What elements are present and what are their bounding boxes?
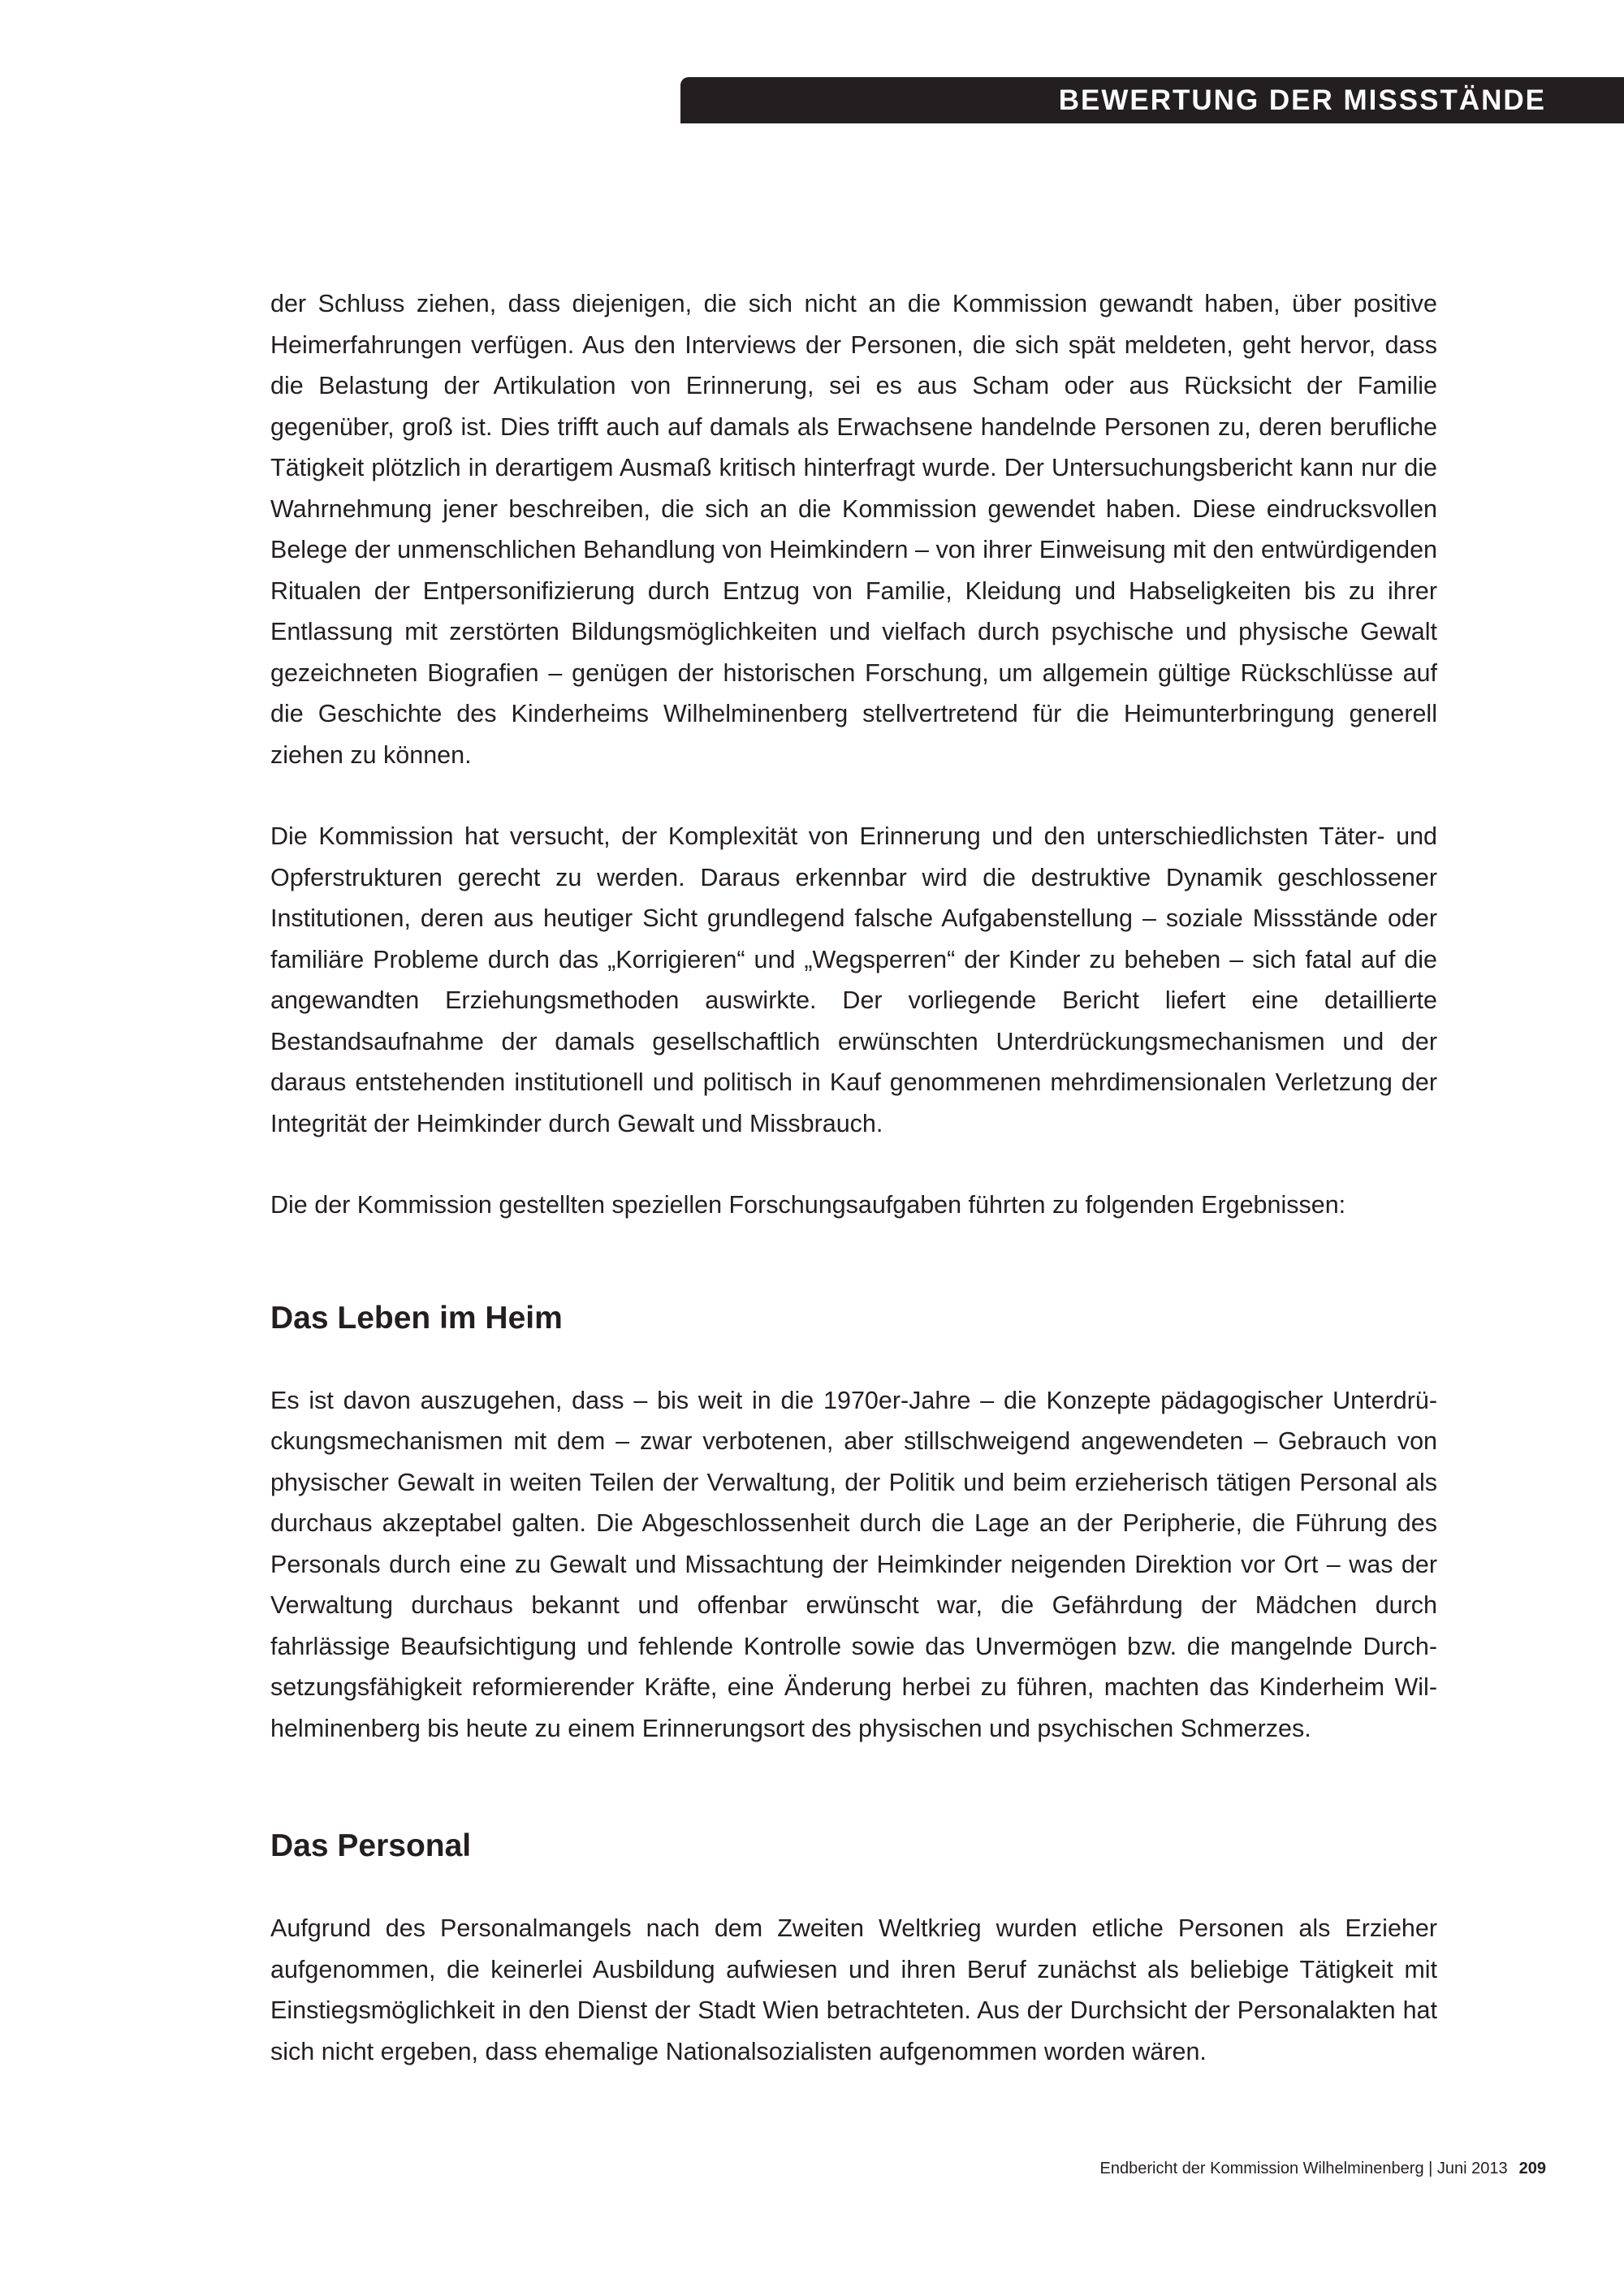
page-body <box>270 283 1437 2072</box>
paragraph-2: Die Kommission hat versucht, der Komplexität von Erinnerung und den unterschiedlichsten Täter- und Opferstrukturen gerecht zu werden. Daraus erkennbar wird die destruktive Dynamik geschlossener Institutionen, deren aus heutiger Sicht grundlegend falsche Aufgabenstellung – soziale Missstände oder familiäre Probleme durch das „Korrigieren“ und „Wegsperren“ der Kinder zu beheben – sich fatal auf die angewandten Erziehungsmethoden auswirkte. Der vorliegende Bericht liefert eine detaillierte Bestandsaufnahme der damals gesellschaftlich erwünschten Unterdrückungsmechanismen und der daraus entstehenden institutionell und politisch in Kauf genommenen mehrdimensionalen Verletzung der Integrität der Heimkinder durch Gewalt und Missbrauch. <box>270 822 1437 1137</box>
paragraph-5: Aufgrund des Personalmangels nach dem Zweiten Weltkrieg wurden etliche Personen als Erzieher aufgenommen, die keinerlei Ausbildung aufwiesen und ihren Beruf zunächst als beliebige Tätigkeit mit Einstiegsmöglichkeit in den Dienst der Stadt Wien betrachteten. Aus der Durchsicht der Personalakten hat sich nicht ergeben, dass ehemalige Nationalsozialisten aufgenommen worden wären. <box>270 1914 1437 2065</box>
section-header-bar <box>680 77 1624 123</box>
page-number: 209 <box>1518 2160 1546 2177</box>
section-title: BEWERTUNG DER MISSSTÄNDE <box>1058 84 1546 116</box>
page-footer <box>1100 2158 1546 2179</box>
heading-personal: Das Personal <box>270 1828 472 1863</box>
footer-source: Endbericht der Kommission Wilhelminenberg | Juni 2013 <box>1099 2160 1508 2177</box>
paragraph-4: Es ist davon auszugehen, dass – bis weit in die 1970er-Jahre – die Konzepte pädagogischer Unterdrückungsmechanismen mit dem – zwar verbotenen, aber stillschweigend angewendeten – Gebrauch von physischer Gewalt in weiten Teilen der Verwaltung, der Politik und beim erzieherisch tätigen Personal als durchaus akzeptabel galten. Die Abgeschlossenheit durch die Lage an der Peripherie, die Führung des Personals durch eine zu Gewalt und Missachtung der Heimkinder neigenden Direktion vor Ort – was der Verwaltung durchaus bekannt und offenbar erwünscht war, die Gefährdung der Mädchen durch fahrlässige Beaufsichtigung und fehlende Kontrolle sowie das Unvermögen bzw. die mangelnde Durchsetzungsfähigkeit reformierender Kräfte, eine Änderung herbei zu führen, machten das Kinderheim Wilhelminenberg bis heute zu einem Erinnerungsort des physischen und psychischen Schmerzes. <box>270 1386 1437 1742</box>
paragraph-3: Die der Kommission gestellten speziellen Forschungsaufgaben führten zu folgenden Ergebnissen: <box>270 1191 1346 1219</box>
heading-leben-im-heim: Das Leben im Heim <box>270 1300 563 1336</box>
paragraph-1: der Schluss ziehen, dass diejenigen, die sich nicht an die Kommission gewandt haben, über positive Heimerfahrungen verfügen. Aus den Interviews der Personen, die sich spät meldeten, geht hervor, dass die Belastung der Artikulation von Erinnerung, sei es aus Scham oder aus Rücksicht der Familie gegenüber, groß ist. Dies trifft auch auf damals als Erwachsene handelnde Personen zu, deren berufliche Tätigkeit plötzlich in derartigem Ausmaß kritisch hinterfragt wurde. Der Untersuchungsbericht kann nur die Wahrnehmung jener beschreiben, die sich an die Kommission gewendet haben. Diese eindrucksvollen Belege der unmenschlichen Behandlung von Heimkindern – von ihrer Einweisung mit den entwürdigenden Ritualen der Entpersonifizierung durch Entzug von Familie, Kleidung und Habseligkeiten bis zu ihrer Entlassung mit zerstörten Bildungsmöglichkeiten und vielfach durch psychische und physische Gewalt gezeichneten Biografien – genügen der historischen Forschung, um allgemein gültige Rückschlüsse auf die Geschichte des Kinderheims Wilhelminenberg stellvertretend für die Heimunterbringung generell ziehen zu können. <box>270 290 1437 769</box>
